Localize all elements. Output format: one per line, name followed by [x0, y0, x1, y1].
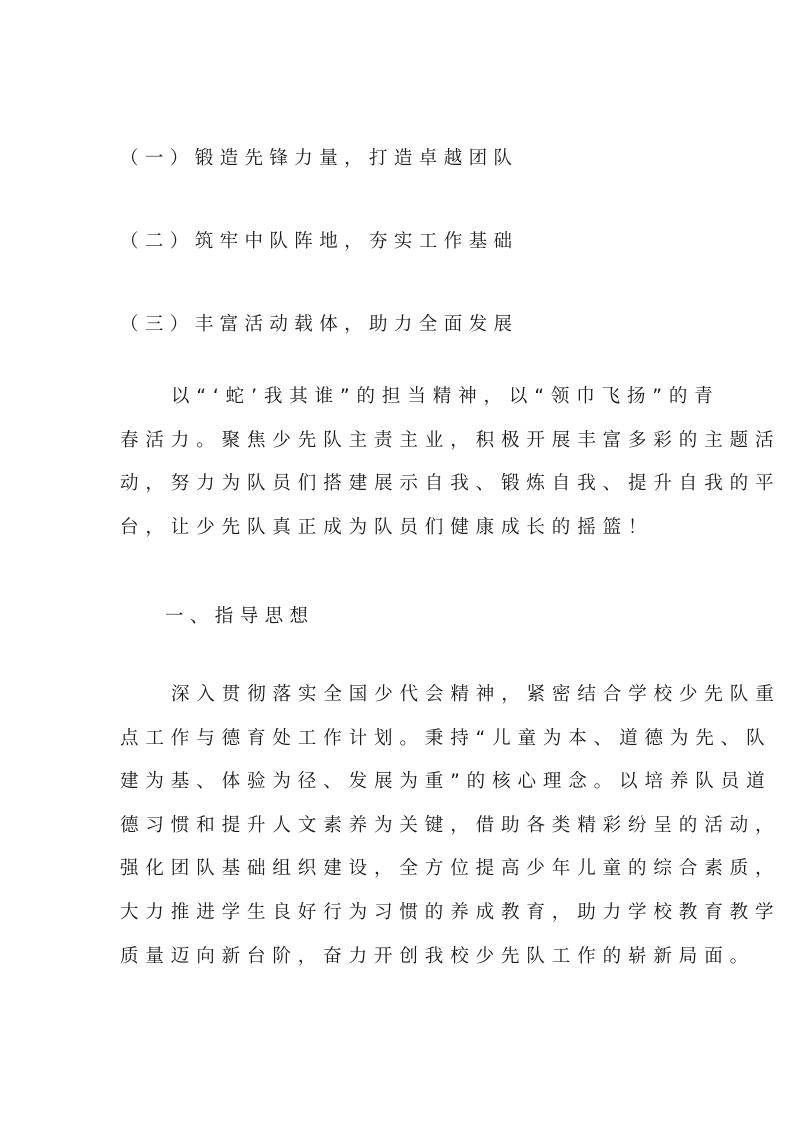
paragraph-line: 质量迈向新台阶，奋力开创我校少先队工作的崭新局面。 [120, 945, 756, 967]
intro-paragraph [120, 375, 781, 549]
paragraph-line: 以“‘蛇’我其谁”的担当精神，以“领巾飞扬”的青 [171, 386, 720, 407]
paragraph-line: 台，让少先队真正成为队员们健康成长的摇篮！ [120, 516, 654, 538]
paragraph-line: 点工作与德育处工作计划。秉持“儿童为本、道德为先、队 [120, 727, 772, 749]
paragraph-line: 德习惯和提升人文素养为关键，借助各类精彩纷呈的活动， [120, 814, 781, 836]
guiding-paragraph [120, 673, 781, 978]
paragraph-line: 大力推进学生良好行为习惯的养成教育，助力学校教育教学 [120, 901, 781, 923]
section-heading-guiding-ideology: 一、指导思想 [165, 606, 315, 627]
paragraph-line: 动，努力为队员们搭建展示自我、锻炼自我、提升自我的平 [120, 473, 781, 495]
paragraph-line: 建为基、体验为径、发展为重”的核心理念。以培养队员道 [120, 771, 772, 793]
paragraph-line: 强化团队基础组织建设，全方位提高少年儿童的综合素质， [120, 858, 781, 880]
paragraph-line: 深入贯彻落实全国少代会精神，紧密结合学校少先队重 [171, 684, 781, 705]
subheading-3: （三）丰富活动载体，助力全面发展 [120, 314, 519, 335]
subheading-2: （二）筑牢中队阵地，夯实工作基础 [120, 231, 519, 252]
paragraph-line: 春活力。聚焦少先队主责主业，积极开展丰富多彩的主题活 [120, 429, 781, 451]
subheading-1: （一）锻造先锋力量，打造卓越团队 [120, 148, 519, 169]
